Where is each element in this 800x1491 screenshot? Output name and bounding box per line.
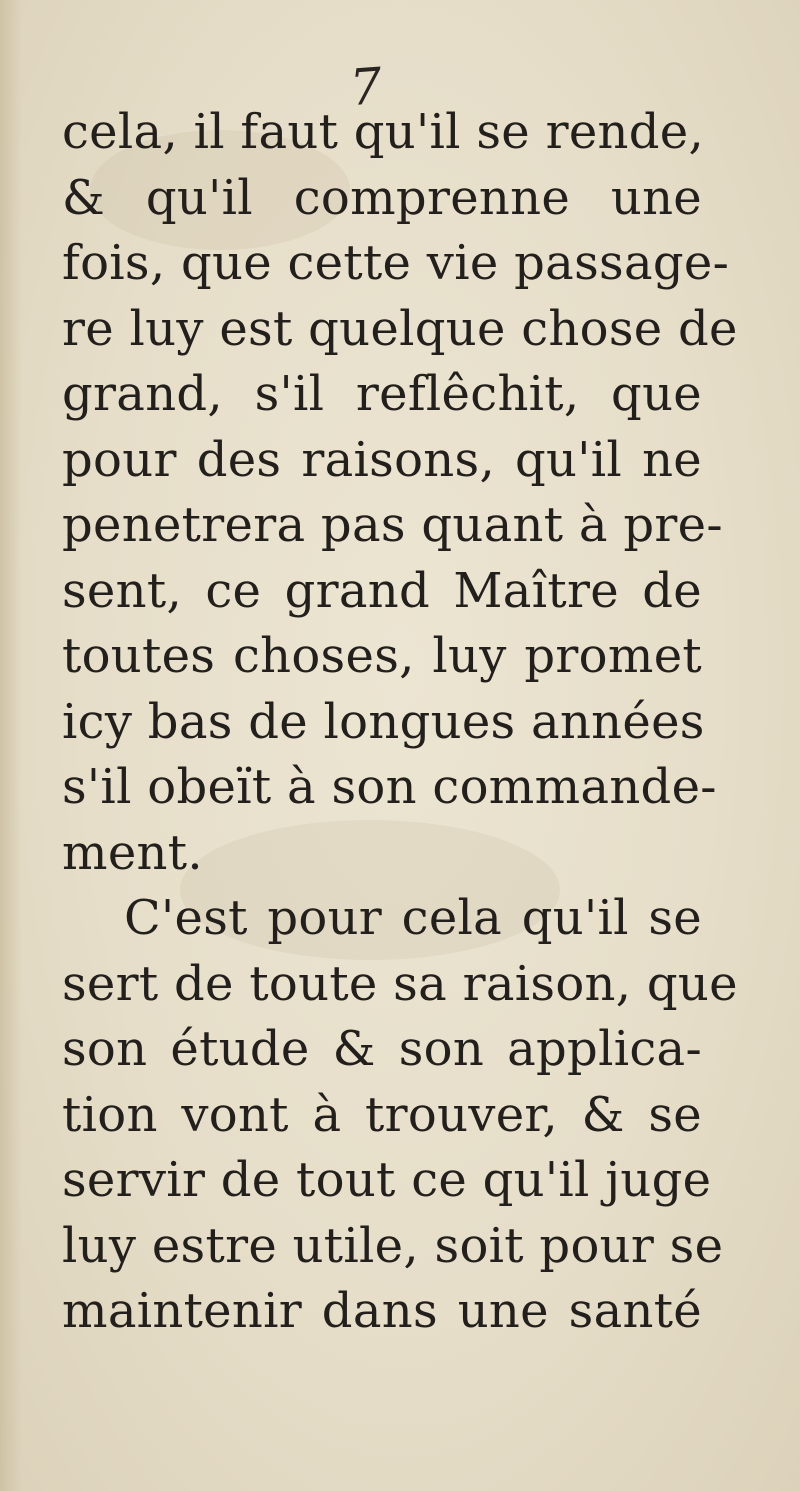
text-line: & qu'il comprenne une: [62, 169, 702, 226]
text-line: sert de toute sa raison, que: [62, 955, 738, 1012]
text-line: pour des raisons, qu'il ne: [62, 431, 702, 488]
text-line: servir de tout ce qu'il juge: [62, 1152, 712, 1208]
text-line: luy estre utile, soit pour se: [62, 1217, 724, 1274]
body-text: [62, 100, 738, 1345]
text-line: re luy est quelque chose de: [62, 300, 738, 357]
text-line: ment.: [62, 824, 203, 881]
text-line: grand, s'il reflêchit, que: [62, 366, 702, 422]
text-line: fois, que cette vie passage-: [62, 235, 730, 291]
page-gutter-shadow: [0, 0, 22, 1491]
text-line: sent, ce grand Maître de: [62, 562, 702, 619]
text-line: icy bas de longues années: [62, 693, 705, 750]
page-number: 7: [348, 56, 384, 118]
text-line: son étude & son applica-: [62, 1021, 702, 1077]
paragraph-start-line: C'est pour cela qu'il se: [124, 890, 702, 946]
text-line: penetrera pas quant à pre-: [62, 497, 723, 553]
text-line: tion vont à trouver, & se: [62, 1086, 702, 1143]
text-line: maintenir dans une santé: [62, 1283, 702, 1339]
text-line: toutes choses, luy promet: [62, 628, 702, 684]
text-line: cela, il faut qu'il se rende,: [62, 104, 705, 160]
text-line: s'il obeït à son commande-: [62, 759, 717, 815]
